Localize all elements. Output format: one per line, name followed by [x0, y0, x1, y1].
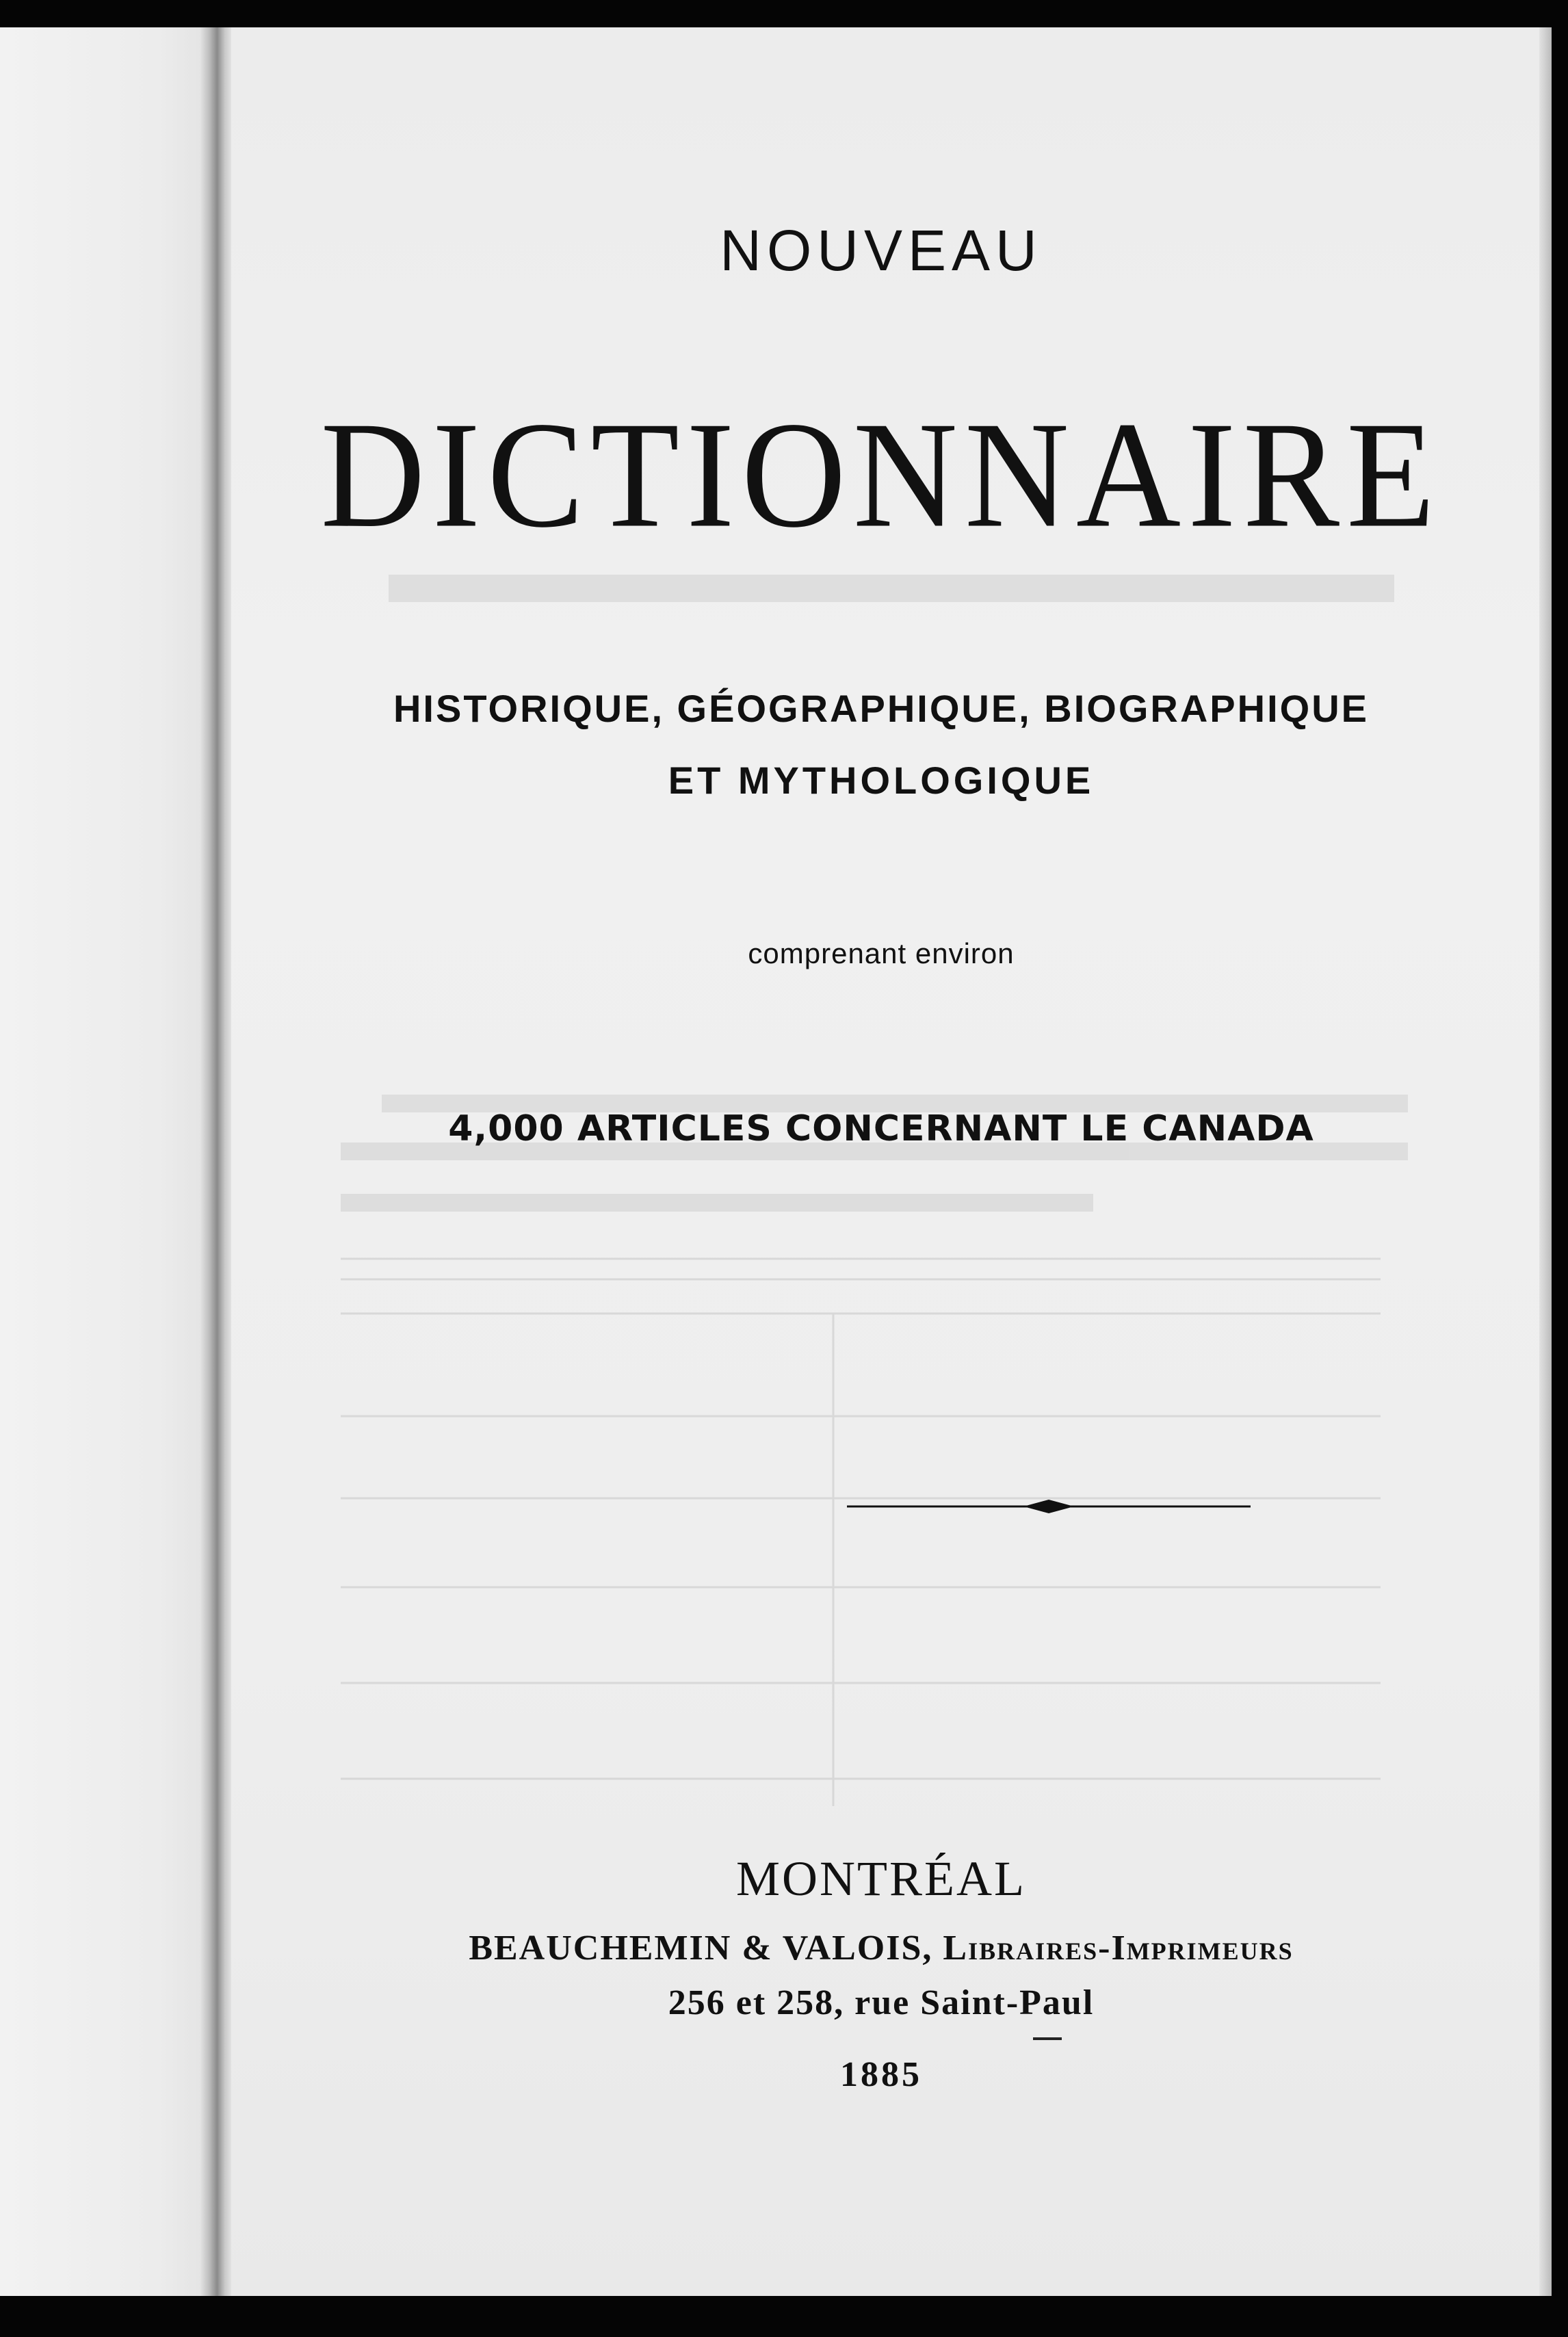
page-edge-shadow: [1539, 27, 1552, 2296]
ornamental-rule: [847, 1498, 1251, 1515]
imprint-city: MONTRÉAL: [736, 1851, 1026, 1906]
imprint-publisher: [231, 1928, 1531, 1968]
title-page-text: [231, 0, 1531, 2337]
intro-text: comprenant environ: [748, 937, 1015, 969]
separator-dash: [1033, 2037, 1062, 2040]
headline: 4,000 ARTICLES CONCERNANT LE CANADA: [448, 1108, 1314, 1149]
book-gutter: [200, 27, 231, 2296]
subtitle-line-2: ET MYTHOLOGIQUE: [668, 759, 1095, 802]
subtitle-line-1: HISTORIQUE, GÉOGRAPHIQUE, BIOGRAPHIQUE: [393, 687, 1369, 730]
page-title: DICTIONNAIRE: [320, 390, 1442, 559]
title-overline: NOUVEAU: [720, 218, 1043, 283]
imprint-address: 256 et 258, rue Saint-Paul: [668, 1983, 1095, 2022]
imprint-year: 1885: [840, 2055, 922, 2094]
left-page-margin: [0, 27, 226, 2296]
publisher-role: Libraires-Imprimeurs: [943, 1929, 1294, 1968]
publisher-name: BEAUCHEMIN & VALOIS,: [469, 1929, 933, 1968]
